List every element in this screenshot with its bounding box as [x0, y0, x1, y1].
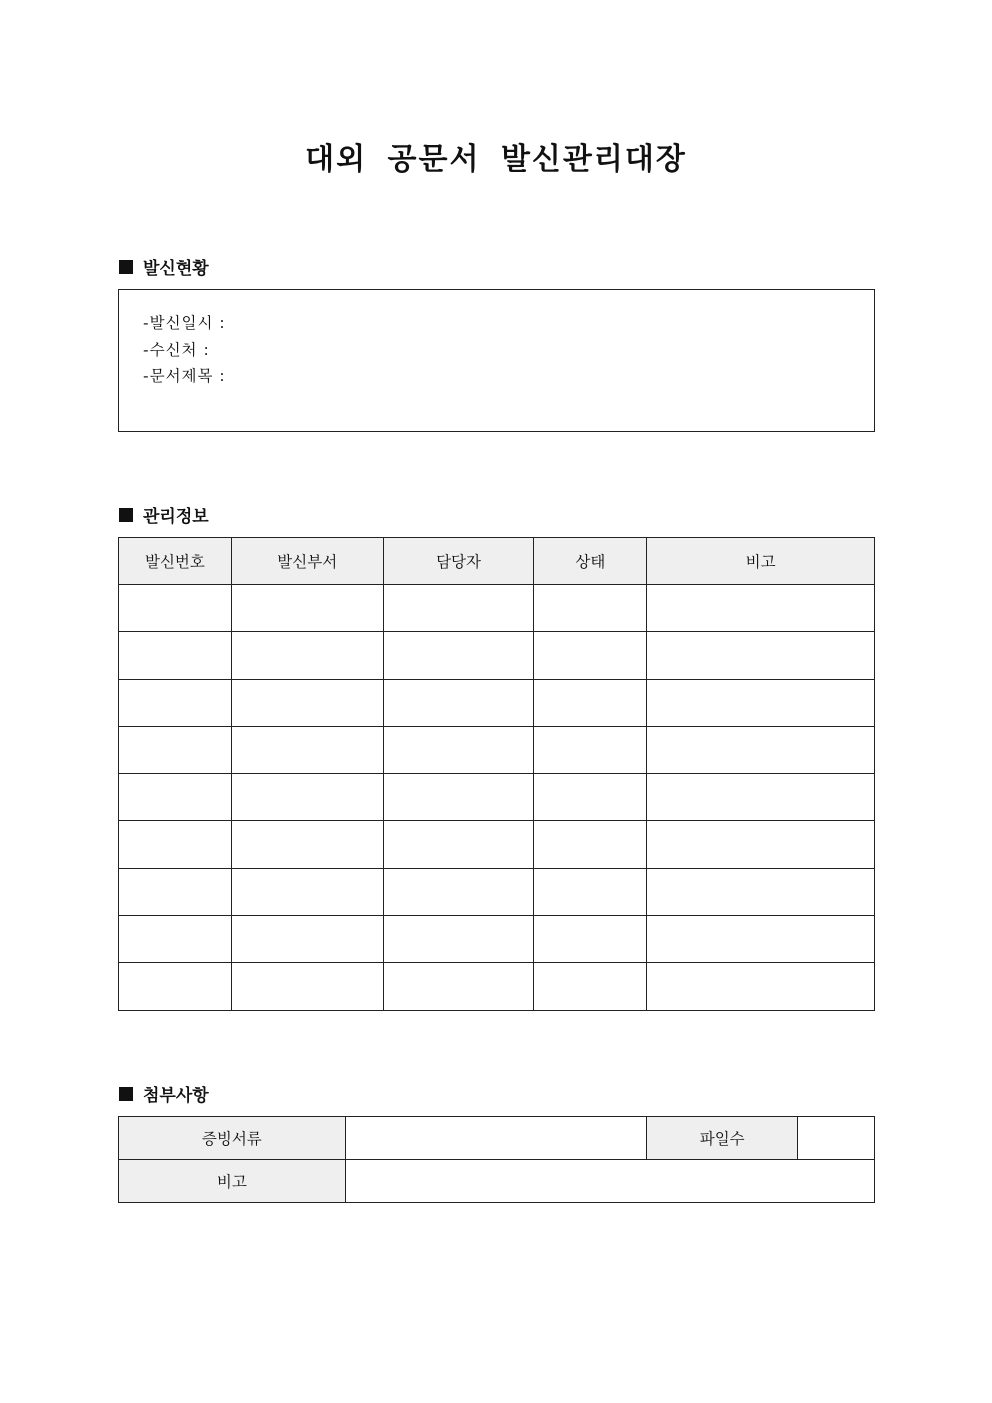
cell-send-department[interactable]: [231, 585, 383, 632]
table-row: [119, 916, 875, 963]
document-title: 대외 공문서 발신관리대장: [305, 142, 687, 177]
cell-status[interactable]: [534, 868, 647, 915]
cell-remarks[interactable]: [647, 679, 875, 726]
table-row: [119, 585, 875, 632]
cell-status[interactable]: [534, 821, 647, 868]
cell-person-in-charge[interactable]: [383, 963, 534, 1010]
table-row: [119, 774, 875, 821]
cell-send-number[interactable]: [119, 868, 232, 915]
evidence-cell[interactable]: [345, 1117, 647, 1160]
cell-person-in-charge[interactable]: [383, 585, 534, 632]
cell-send-department[interactable]: [231, 774, 383, 821]
status-section-heading: [119, 254, 209, 279]
cell-send-number[interactable]: [119, 679, 232, 726]
table-row: [119, 632, 875, 679]
cell-person-in-charge[interactable]: [383, 821, 534, 868]
cell-send-department[interactable]: [231, 916, 383, 963]
evidence-row: [119, 1117, 875, 1160]
file-count-label: 파일수: [647, 1117, 798, 1160]
column-header-status: 상태: [534, 538, 647, 585]
square-bullet-icon: [119, 508, 133, 522]
table-row: [119, 726, 875, 773]
table-row: [119, 963, 875, 1010]
cell-person-in-charge[interactable]: [383, 632, 534, 679]
management-section-heading: [119, 502, 209, 527]
cell-send-department[interactable]: [231, 821, 383, 868]
cell-status[interactable]: [534, 774, 647, 821]
evidence-label: 증빙서류: [119, 1117, 346, 1160]
cell-status[interactable]: [534, 585, 647, 632]
management-heading-text: 관리정보: [143, 507, 209, 527]
cell-status[interactable]: [534, 632, 647, 679]
status-box: [118, 289, 875, 432]
cell-remarks[interactable]: [647, 632, 875, 679]
table-row: [119, 868, 875, 915]
cell-status[interactable]: [534, 726, 647, 773]
management-header-row: [119, 538, 875, 585]
cell-person-in-charge[interactable]: [383, 679, 534, 726]
remarks-label: 비고: [119, 1160, 346, 1203]
cell-send-number[interactable]: [119, 963, 232, 1010]
attachments-table: [118, 1116, 875, 1203]
cell-status[interactable]: [534, 963, 647, 1010]
cell-send-number[interactable]: [119, 585, 232, 632]
column-header-person-in-charge: 담당자: [383, 538, 534, 585]
status-heading-text: 발신현황: [143, 259, 209, 279]
attachments-section-heading: [119, 1081, 209, 1106]
cell-send-number[interactable]: [119, 632, 232, 679]
cell-send-department[interactable]: [231, 632, 383, 679]
cell-send-department[interactable]: [231, 726, 383, 773]
recipient-line[interactable]: -수신처 :: [143, 340, 210, 359]
cell-send-department[interactable]: [231, 963, 383, 1010]
cell-remarks[interactable]: [647, 963, 875, 1010]
management-table: [118, 537, 875, 1011]
cell-send-number[interactable]: [119, 774, 232, 821]
file-count-cell[interactable]: [798, 1117, 875, 1160]
cell-remarks[interactable]: [647, 585, 875, 632]
cell-send-department[interactable]: [231, 868, 383, 915]
cell-person-in-charge[interactable]: [383, 726, 534, 773]
cell-send-number[interactable]: [119, 821, 232, 868]
cell-remarks[interactable]: [647, 868, 875, 915]
table-row: [119, 821, 875, 868]
cell-remarks[interactable]: [647, 726, 875, 773]
column-header-send-number: 발신번호: [119, 538, 232, 585]
cell-remarks[interactable]: [647, 774, 875, 821]
cell-status[interactable]: [534, 916, 647, 963]
table-row: [119, 679, 875, 726]
cell-send-number[interactable]: [119, 726, 232, 773]
square-bullet-icon: [119, 1087, 133, 1101]
document-subject-line[interactable]: -문서제목 :: [143, 367, 226, 385]
cell-person-in-charge[interactable]: [383, 774, 534, 821]
cell-send-department[interactable]: [231, 679, 383, 726]
cell-send-number[interactable]: [119, 916, 232, 963]
cell-status[interactable]: [534, 679, 647, 726]
remarks-cell[interactable]: [345, 1160, 874, 1203]
cell-remarks[interactable]: [647, 821, 875, 868]
cell-person-in-charge[interactable]: [383, 916, 534, 963]
square-bullet-icon: [119, 260, 133, 274]
attachments-heading-text: 첨부사항: [143, 1086, 209, 1106]
cell-person-in-charge[interactable]: [383, 868, 534, 915]
cell-remarks[interactable]: [647, 916, 875, 963]
column-header-remarks: 비고: [647, 538, 875, 585]
column-header-send-department: 발신부서: [231, 538, 383, 585]
remarks-row: [119, 1160, 875, 1203]
send-datetime-line[interactable]: -발신일시 :: [143, 314, 226, 332]
